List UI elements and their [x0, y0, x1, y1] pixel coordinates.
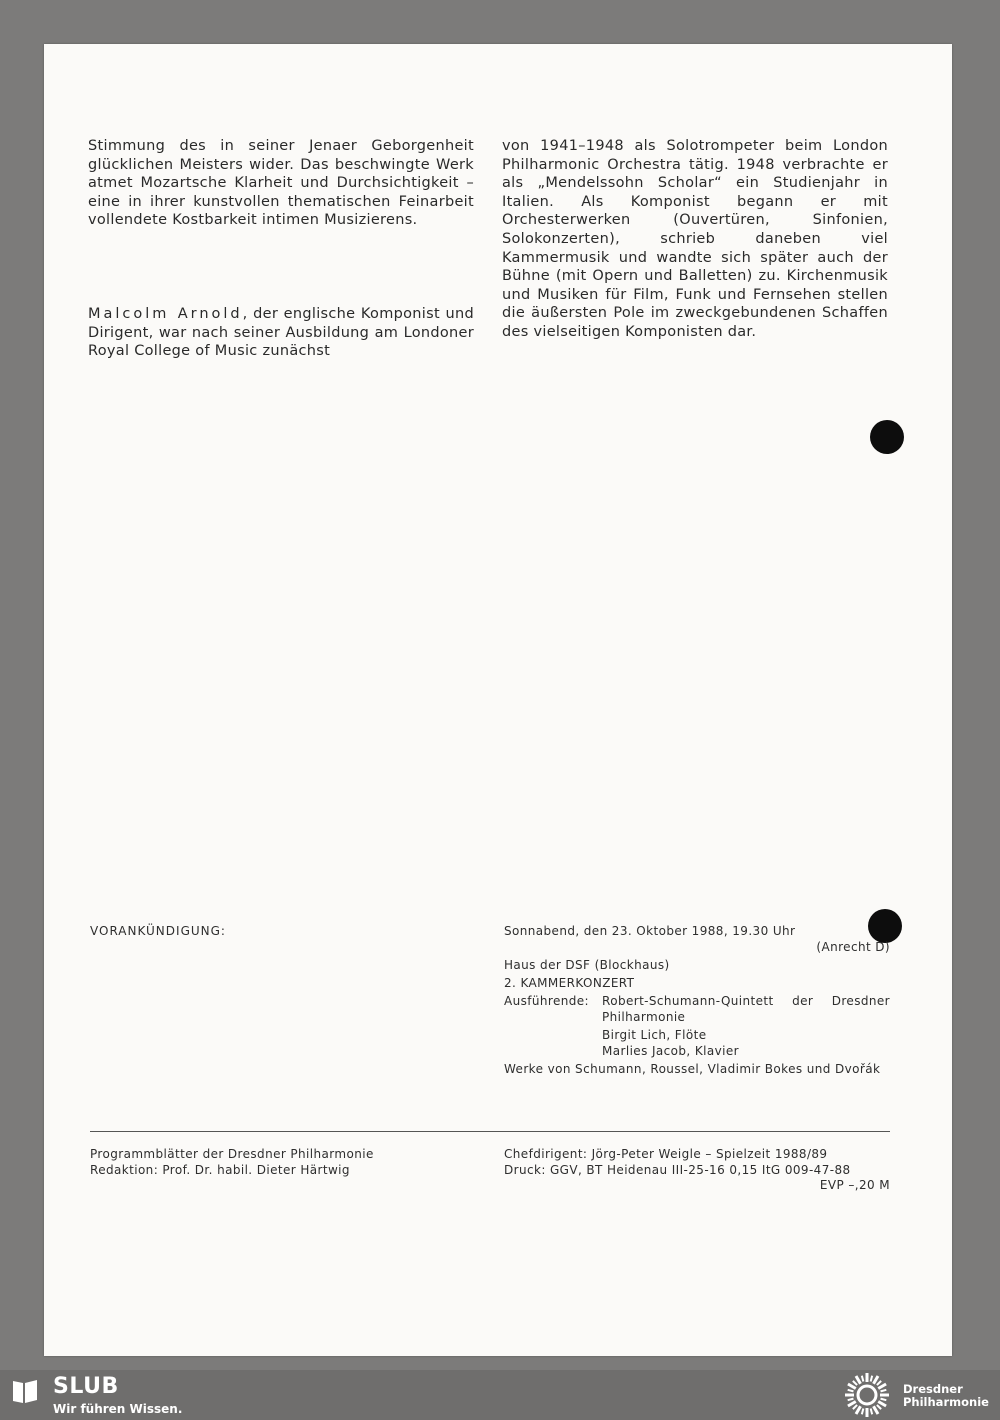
program-works: Werke von Schumann, Roussel, Vladimir Bokes und Dvořák	[504, 1062, 881, 1076]
subscription-label: (Anrecht D)	[816, 939, 890, 954]
paragraph-arnold-text: , der englische Komponist und Dirigent, war nach seiner Ausbildung am Londoner Royal College of Music zunächst	[88, 306, 475, 360]
imprint-left	[90, 1147, 374, 1178]
document-page	[44, 44, 952, 1356]
event-venue: Haus der DSF (Blockhaus)	[504, 958, 670, 972]
dp-line-1: Dresdner	[903, 1382, 963, 1396]
announcement-heading: VORANKÜNDIGUNG:	[90, 924, 226, 938]
right-column	[502, 137, 888, 342]
imprint-editor: Redaktion: Prof. Dr. habil. Dieter Härtwig	[90, 1162, 350, 1177]
left-column-bottom	[88, 305, 474, 361]
imprint-price: EVP –,20 M	[819, 1178, 890, 1192]
slub-wordmark: SLUB	[53, 1374, 119, 1399]
announcement-details	[504, 924, 890, 1078]
book-icon	[11, 1377, 39, 1405]
event-title: 2. KAMMERKONZERT	[504, 975, 635, 990]
imprint-right	[504, 1147, 890, 1194]
performers-label: Ausführende:	[504, 994, 590, 1008]
performers-ensemble-cont: Philharmonie	[602, 1009, 686, 1024]
paragraph-arnold-continued: von 1941–1948 als Solotrompeter beim London Philharmonic Orchestra tätig. 1948 verbrachte er als „Mendelssohn Scholar“ ein Studienjahr in Italien. Als Komponist begann er mit Orchesterwerken (Ouvertüren, Sinfonien, Solokonzerten), schrieb daneben viel Kammermusik und wandte sich später auch der Bühne (mit Opern und Balletten) zu. Kirchenmusik und Musiken für Film, Funk und Fernsehen stellen die äußersten Pole im zweckgebundenen Schaffen des vielseitigen Komponisten dar.	[502, 138, 888, 340]
paragraph-haydn: Stimmung des in seiner Jenaer Geborgenheit glücklichen Meisters wider. Das beschwingte Werk atmet Mozartsche Klarheit und Durchsichtigkeit – eine in ihrer kunstvollen thematischen Feinarbeit vollendete Kostbarkeit intimen Musizierens.	[88, 138, 474, 229]
sunburst-logo-icon	[840, 1371, 894, 1419]
dresdner-philharmonie-wordmark	[903, 1383, 989, 1409]
event-date: Sonnabend, den 23. Oktober 1988, 19.30 Uhr	[504, 924, 796, 938]
paragraph-arnold	[88, 305, 474, 361]
imprint-conductor: Chefdirigent: Jörg-Peter Weigle – Spielzeit 1988/89	[504, 1147, 828, 1161]
imprint-publisher: Programmblätter der Dresdner Philharmonie	[90, 1147, 374, 1161]
dp-line-2: Philharmonie	[903, 1395, 989, 1409]
slub-slogan: Wir führen Wissen.	[53, 1402, 183, 1416]
performers-row	[504, 994, 890, 1010]
divider-line	[90, 1131, 890, 1132]
punch-hole-top	[870, 420, 904, 454]
performer-piano: Marlies Jacob, Klavier	[602, 1043, 739, 1058]
performers-ensemble: Robert-Schumann-Quintett der Dresdner	[602, 994, 890, 1008]
imprint-print: Druck: GGV, BT Heidenau III-25-16 0,15 ItG 009-47-88	[504, 1162, 851, 1177]
footer-bar	[0, 1370, 1000, 1420]
composer-name: Malcolm Arnold	[88, 306, 243, 322]
left-column-top	[88, 137, 474, 230]
performer-flute: Birgit Lich, Flöte	[602, 1028, 707, 1042]
